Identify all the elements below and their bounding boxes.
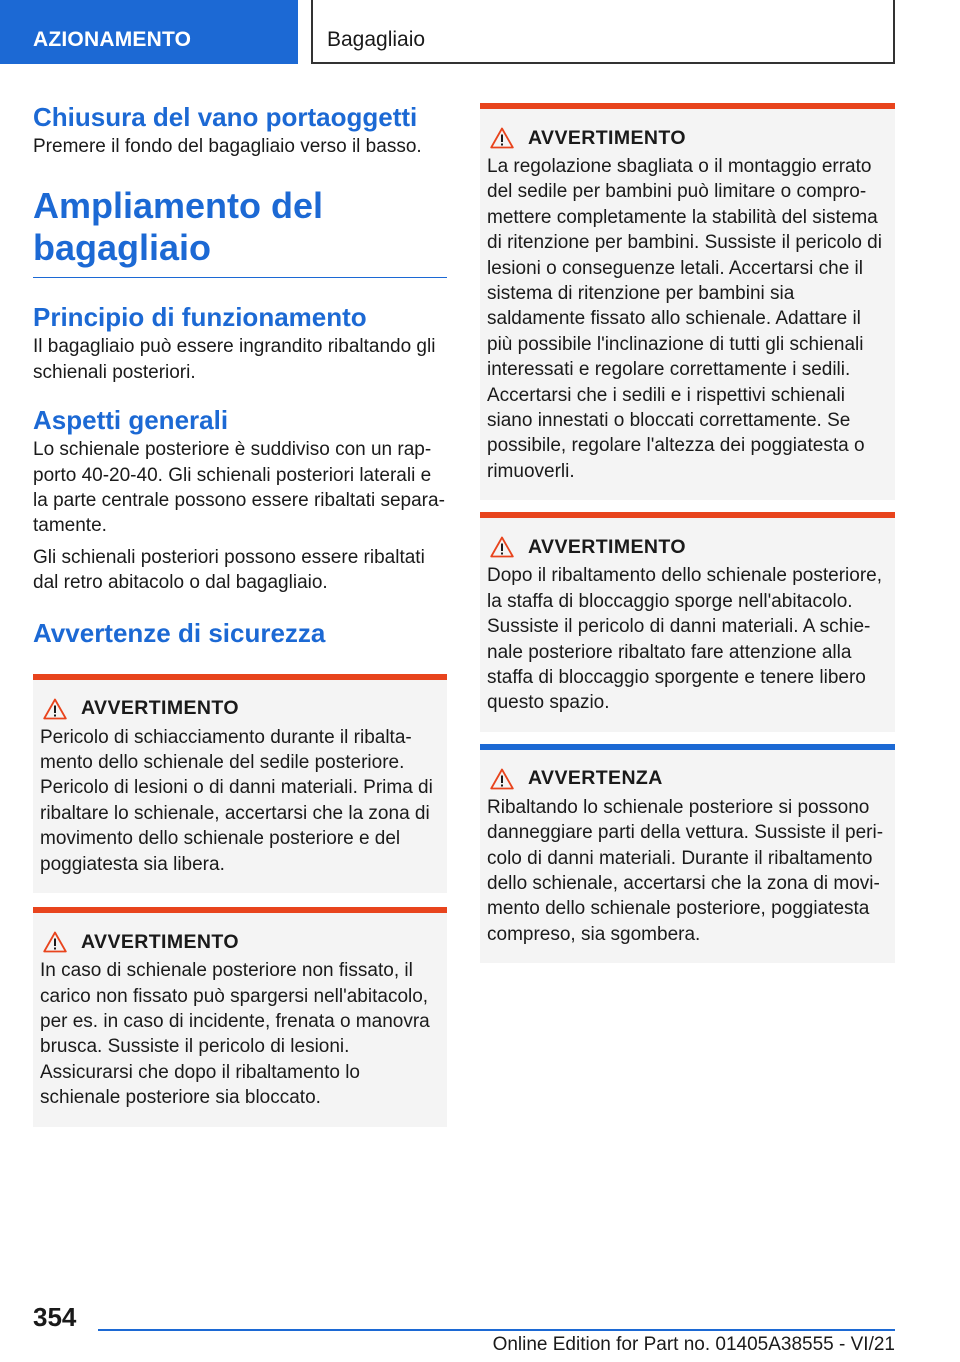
warning-text: In caso di schienale posteriore non fissato, il carico non fissato può spargersi nell'abitacolo, per es. in caso di incidente, frenata o manovra brusca. Sussiste il pericolo di lesioni. Assicurarsi che dopo il ribaltamento lo schienale posteriore sia bloccato. <box>40 960 430 1109</box>
section-label: AZIONAMENTO <box>33 28 192 51</box>
warning-triangle-icon <box>490 536 514 558</box>
chapter-label: Bagagliaio <box>327 28 426 51</box>
page-number: 354 <box>33 1302 77 1332</box>
warning-title: AVVERTIMENTO <box>81 930 239 953</box>
main-title: Ampliamento del bagagliaio <box>33 185 447 278</box>
principle-text: Il bagagliaio può essere ingrandito ribaltando gli schienali posteriori. <box>33 336 436 383</box>
general-title: Aspetti generali <box>33 405 229 436</box>
warning-box <box>33 907 447 1126</box>
warning-triangle-icon <box>43 698 67 720</box>
warning-title: AVVERTIMENTO <box>81 697 239 720</box>
warning-text: La regolazione sbagliata o il montaggio errato del sedile per bambini può limitare o compromettere completamente la stabilità del sistema di ritenzione per bambini. Sussiste il pericolo di lesioni o conseguenze letali. Accertarsi che il sistema di ritenzione per bambini sia saldamente fissato allo schienale. Adattare il più possibile l'inclinazione di tutti gli schienali interessati e regolare correttamente i sedili. Accertarsi che i sedili e i rispettivi schienali siano innestati o bloccati correttamente. Se possibile, regolare l'altezza dei poggiatesta o rimuoverli. <box>487 156 882 482</box>
general-text-1: Lo schienale posteriore è suddiviso con un rapporto 40-20-40. Gli schienali posteriori laterali e la parte centrale possono essere ribaltati separatamente. <box>33 439 445 537</box>
closing-text: Premere il fondo del bagagliaio verso il basso. <box>33 136 422 157</box>
right-column <box>480 103 895 963</box>
warning-triangle-icon <box>43 931 67 953</box>
closing-title: Chiusura del vano portaoggetti <box>33 102 418 132</box>
safety-title: Avvertenze di sicurezza <box>33 617 326 648</box>
warning-box <box>33 674 447 893</box>
notice-text: Ribaltando lo schienale posteriore si possono danneggiare parti della vettura. Sussiste il pericolo di danni materiali. Durante il ribaltamento dello schienale, accertarsi che la zona di movimento dello schienale posteriore, poggiatesta compreso, sia sgombera. <box>487 796 884 945</box>
warning-text: Dopo il ribaltamento dello schienale posteriore, la staffa di bloccaggio sporge nell'abitacolo. Sussiste il pericolo di danni materiali. A schienale posteriore ribaltato fare attenzione alla staffa di bloccaggio sporgente e tenere libero questo spazio. <box>487 565 883 714</box>
footer-divider <box>98 1329 895 1331</box>
left-column <box>33 100 447 1127</box>
notice-box <box>480 744 895 963</box>
notice-title: AVVERTENZA <box>528 767 663 790</box>
chapter-header <box>311 0 895 64</box>
warning-box <box>480 512 895 731</box>
edition-note: Online Edition for Part no. 01405A38555 - VI/21 <box>492 1334 895 1355</box>
warning-title: AVVERTIMENTO <box>528 126 686 149</box>
principle-title: Principio di funzionamento <box>33 302 367 333</box>
warning-text: Pericolo di schiacciamento durante il ribaltamento dello schienale del sedile posteriore. Pericolo di lesioni o di danni materiali. Prima di ribaltare lo schienale, accertarsi che la zona di movimento dello schienale posteriore e del poggiatesta sia libera. <box>40 726 433 875</box>
warning-triangle-icon <box>490 768 514 790</box>
section-tab <box>0 0 298 64</box>
warning-triangle-icon <box>490 127 514 149</box>
general-text-2: Gli schienali posteriori possono essere ribaltati dal retro abitacolo o dal bagagliaio. <box>33 546 425 594</box>
warning-box <box>480 103 895 500</box>
warning-title: AVVERTIMENTO <box>528 535 686 558</box>
